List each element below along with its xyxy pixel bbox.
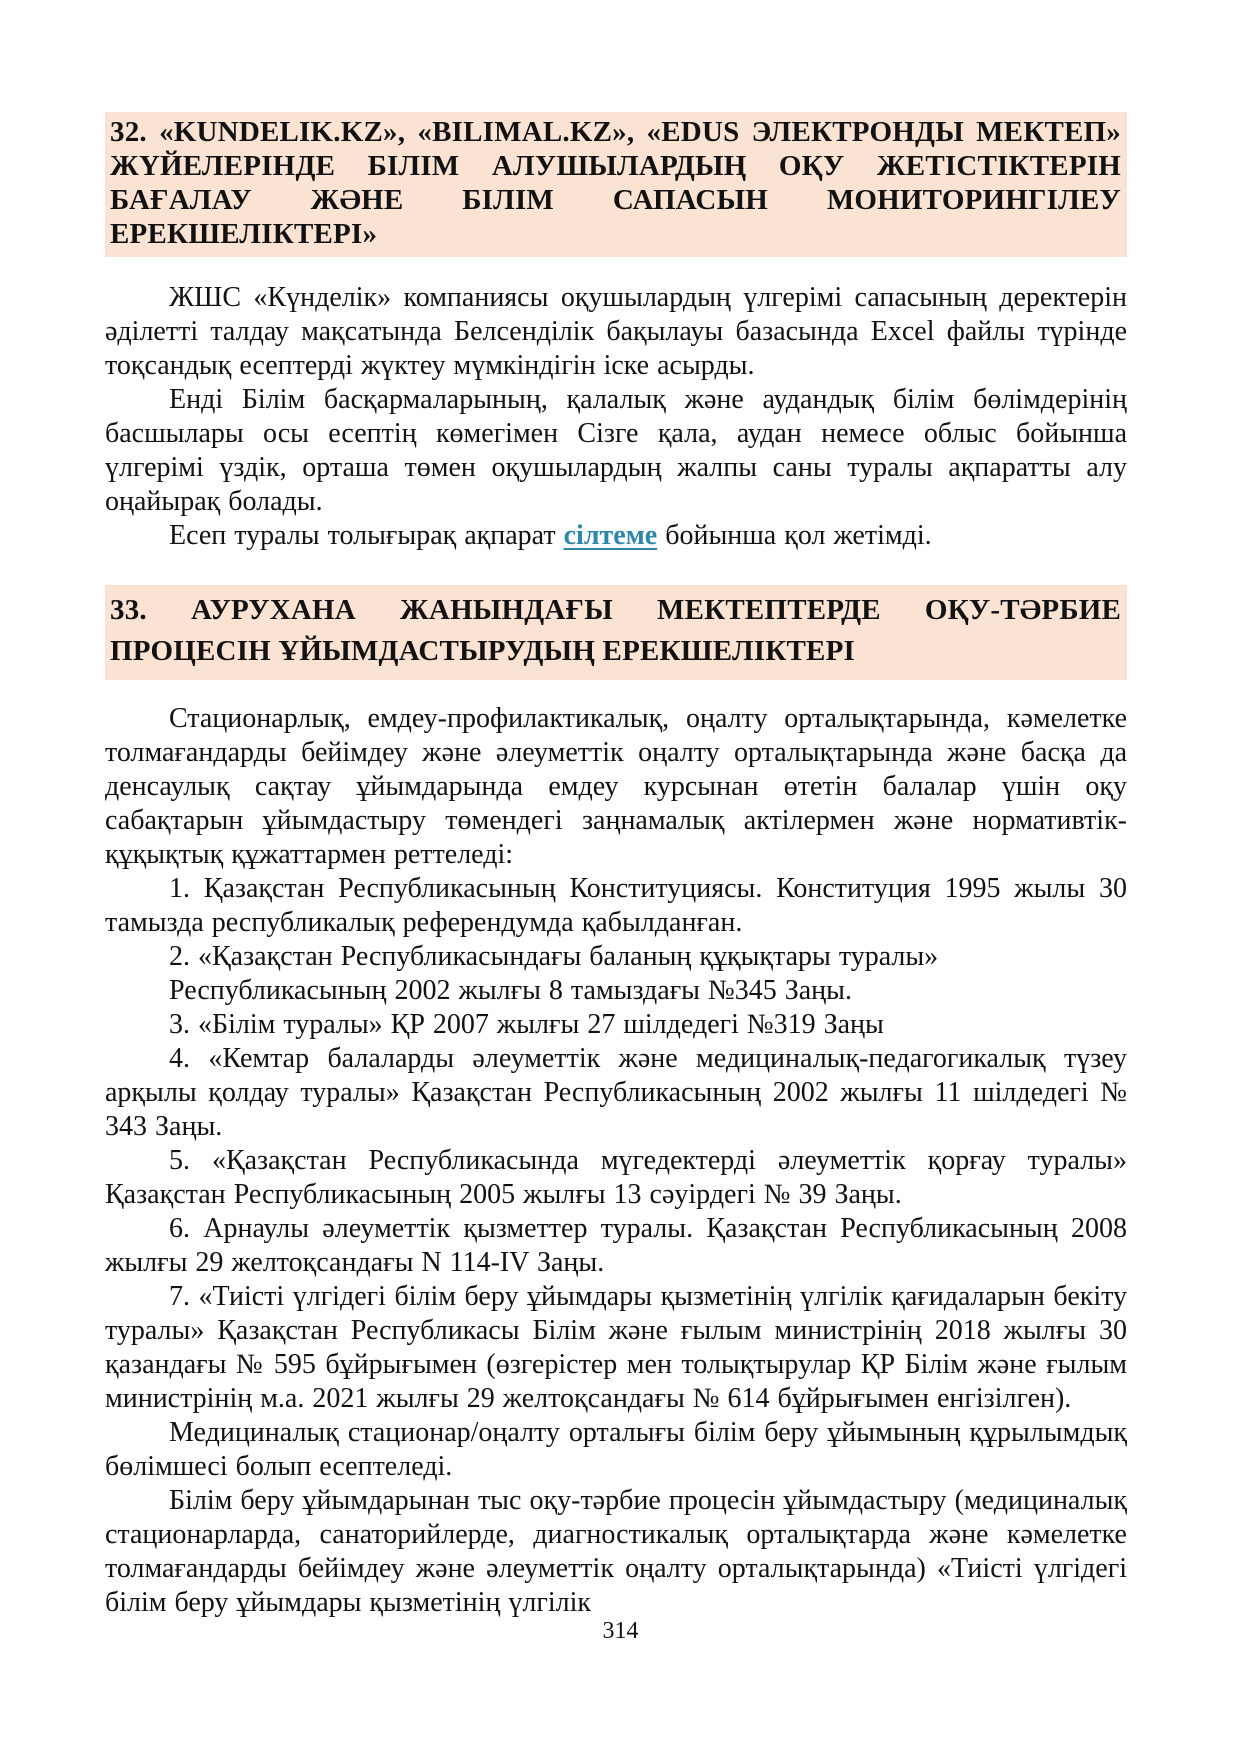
list-item-7: 7. «Тиісті үлгідегі білім беру ұйымдары қызметінің үлгілік қағидаларын бекіту туралы» Қазақстан Республикасы Білім және ғылым министрінің 2018 жылғы 30 қазандағы № 595 бұйрығымен (өзгерістер мен толықтырулар ҚР Білім және ғылым министрінің м.а. 2021 жылғы 29 желтоқсандағы № 614 бұйрығымен енгізілген).	[105, 1281, 1127, 1414]
spacer	[105, 553, 1127, 585]
list-item-1: 1. Қазақстан Республикасының Конституциясы. Конституция 1995 жылы 30 тамызда республикалық референдумда қабылданған.	[105, 873, 1127, 938]
section-32-heading: 32. «KUNDELIK.KZ», «BILIMAL.KZ», «EDUS ЭЛЕКТРОНДЫ МЕКТЕП» ЖҮЙЕЛЕРІНДЕ БІЛІМ АЛУШЫЛАРДЫҢ ОҚУ ЖЕТІСТІКТЕРІН БАҒАЛАУ ЖӘНЕ БІЛІМ САПАСЫН МОНИТОРИНГІЛЕУ ЕРЕКШЕЛІКТЕРІ»	[105, 112, 1127, 257]
spacer	[105, 680, 1127, 702]
page-number: 314	[602, 1618, 639, 1644]
paragraph-s32-1: ЖШС «Күнделік» компаниясы оқушылардың үлгерімі сапасының деректерін әділетті талдау мақсатында Белсенділік бақылауы базасында Excel файлы түрінде тоқсандық есептерді жүктеу мүмкіндігін іске асырды.	[105, 282, 1127, 381]
list-item-5: 5. «Қазақстан Республикасында мүгедектерді әлеуметтік қорғау туралы» Қазақстан Республикасының 2005 жылғы 13 сәуірдегі № 39 Заңы.	[105, 1145, 1127, 1210]
paragraph-s33-intro: Стационарлық, емдеу-профилактикалық, оңалту орталықтарында, кәмелетке толмағандарды бейімдеу және әлеуметтік оңалту орталықтарында және басқа да денсаулық сақтау ұйымдарында емдеу курсынан өтетін балалар үшін оқу сабақтарын ұйымдастыру төмендегі заңнамалық актілермен және нормативтік-құқықтық құжаттармен реттеледі:	[105, 703, 1127, 870]
spacer	[105, 257, 1127, 281]
list-item-3: 3. «Білім туралы» ҚР 2007 жылғы 27 шілдедегі №319 Заңы	[169, 1009, 884, 1040]
list-item-6: 6. Арнаулы әлеуметтік қызметтер туралы. Қазақстан Республикасының 2008 жылғы 29 желтоқсандағы N 114-IV Заңы.	[105, 1213, 1127, 1278]
paragraph-s33-last: Білім беру ұйымдарынан тыс оқу-тәрбие процесін ұйымдастыру (медициналық стационарларда, санаторийлерде, диагностикалық орталықтарда және кәмелетке толмағандарды бейімдеу және әлеуметтік оңалту орталықтарында) «Тиісті үлгідегі білім беру ұйымдары қызметінің үлгілік	[105, 1485, 1127, 1618]
report-link[interactable]: сілтеме	[563, 520, 658, 551]
paragraph-s32-2: Енді Білім басқармаларының, қалалық және аудандық білім бөлімдерінің басшылары осы есептің көмегімен Сізге қала, аудан немесе облыс бойынша үлгерімі үздік, орташа төмен оқушылардың жалпы саны туралы ақпаратты алу оңайырақ болады.	[105, 384, 1127, 517]
link-paragraph-text-after: бойынша қол жетімді.	[657, 520, 932, 551]
paragraph-s33-medical: Медициналық стационар/оңалту орталығы білім беру ұйымының құрылымдық бөлімшесі болып есептеледі.	[105, 1417, 1127, 1482]
section-33-heading: 33. АУРУХАНА ЖАНЫНДАҒЫ МЕКТЕПТЕРДЕ ОҚУ-ТӘРБИЕ ПРОЦЕСІН ҰЙЫМДАСТЫРУДЫҢ ЕРЕКШЕЛІКТЕРІ	[105, 585, 1127, 680]
list-item-4: 4. «Кемтар балаларды әлеуметтік және медициналық-педагогикалық түзеу арқылы қолдау туралы» Қазақстан Республикасының 2002 жылғы 11 шілдедегі № 343 Заңы.	[105, 1043, 1127, 1142]
link-paragraph-text-before: Есеп туралы толығырақ ақпарат	[169, 520, 564, 551]
paragraph-s32-3	[105, 519, 1127, 553]
page-content	[105, 112, 1127, 1620]
list-item-2: 2. «Қазақстан Республикасындағы баланың құқықтары туралы» Республикасының 2002 жылғы 8 тамыздағы №345 Заңы.	[169, 941, 939, 1006]
